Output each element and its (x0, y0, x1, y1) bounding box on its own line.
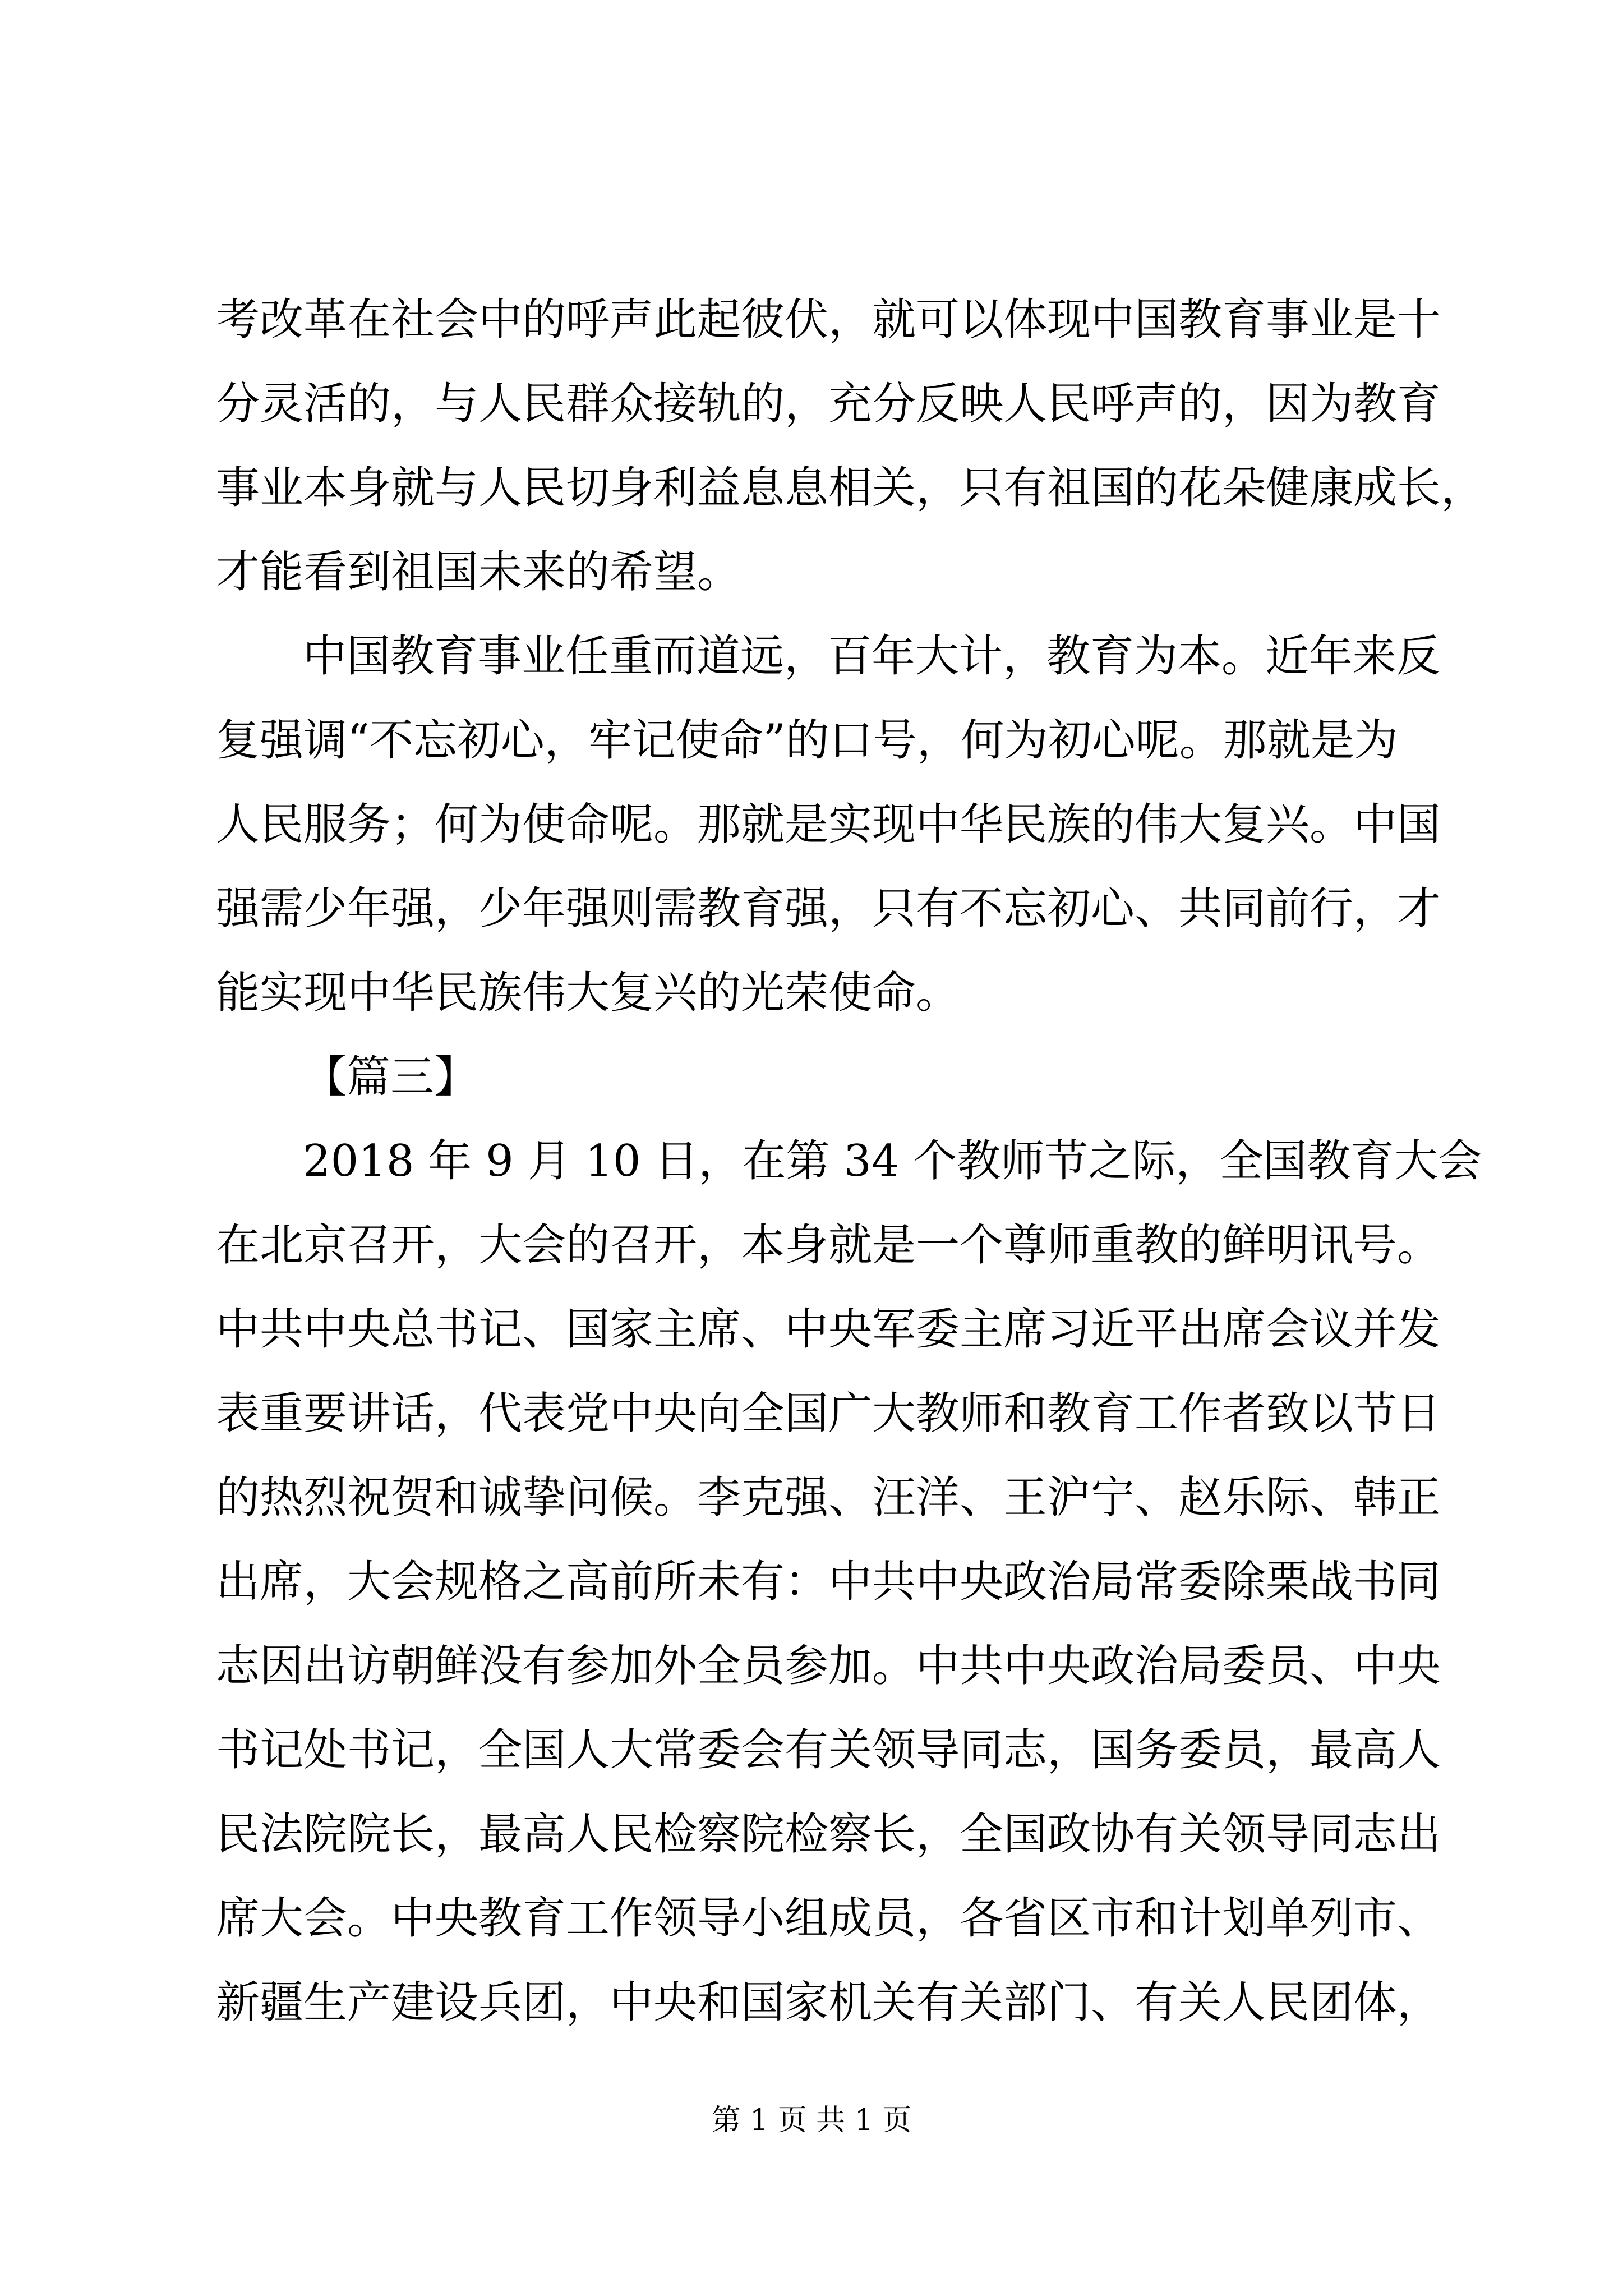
section-heading: 【篇三】 (303, 1052, 478, 1102)
paragraph-3-line-4: 表重要讲话，代表党中央向全国广大教师和教育工作者致以节日 (216, 1388, 1441, 1439)
paragraph-3-line-10: 席大会。中央教育工作领导小组成员，各省区市和计划单列市、 (216, 1893, 1441, 1944)
paragraph-1-line-2: 分灵活的，与人民群众接轨的，充分反映人民呼声的，因为教育 (216, 379, 1441, 429)
paragraph-3-line-1: 2018 年 9 月 10 日，在第 34 个教师节之际，全国教育大会 (303, 1136, 1482, 1186)
paragraph-3-line-5: 的热烈祝贺和诚挚问候。李克强、汪洋、王沪宁、赵乐际、韩正 (216, 1473, 1441, 1523)
page-footer: 第 1 页 共 1 页 (711, 2104, 912, 2137)
paragraph-3-line-3: 中共中央总书记、国家主席、中央军委主席习近平出席会议并发 (216, 1304, 1441, 1355)
paragraph-3-line-8: 书记处书记，全国人大常委会有关领导同志，国务委员，最高人 (216, 1725, 1441, 1775)
paragraph-2-line-4: 强需少年强，少年强则需教育强，只有不忘初心、共同前行，才 (216, 884, 1441, 934)
paragraph-3-line-2: 在北京召开，大会的召开，本身就是一个尊师重教的鲜明讯号。 (216, 1220, 1441, 1271)
paragraph-3-line-7: 志因出访朝鲜没有参加外全员参加。中共中央政治局委员、中央 (216, 1641, 1441, 1691)
paragraph-3-line-11: 新疆生产建设兵团，中央和国家机关有关部门、有关人民团体， (216, 1977, 1441, 2028)
paragraph-1-line-4: 才能看到祖国未来的希望。 (216, 547, 741, 597)
paragraph-3-line-9: 民法院院长，最高人民检察院检察长，全国政协有关领导同志出 (216, 1809, 1441, 1860)
paragraph-3-line-6: 出席，大会规格之高前所未有：中共中央政治局常委除栗战书同 (216, 1557, 1441, 1607)
paragraph-2-line-5: 能实现中华民族伟大复兴的光荣使命。 (216, 968, 960, 1018)
paragraph-2-line-3: 人民服务；何为使命呢。那就是实现中华民族的伟大复兴。中国 (216, 799, 1441, 850)
paragraph-2-line-2: 复强调“不忘初心，牢记使命”的口号，何为初心呢。那就是为 (216, 715, 1398, 766)
paragraph-1-line-3: 事业本身就与人民切身利益息息相关，只有祖国的花朵健康成长， (216, 463, 1485, 513)
paragraph-2-line-1: 中国教育事业任重而道远，百年大计，教育为本。近年来反 (303, 631, 1441, 682)
paragraph-1-line-1: 考改革在社会中的呼声此起彼伏，就可以体现中国教育事业是十 (216, 295, 1441, 345)
